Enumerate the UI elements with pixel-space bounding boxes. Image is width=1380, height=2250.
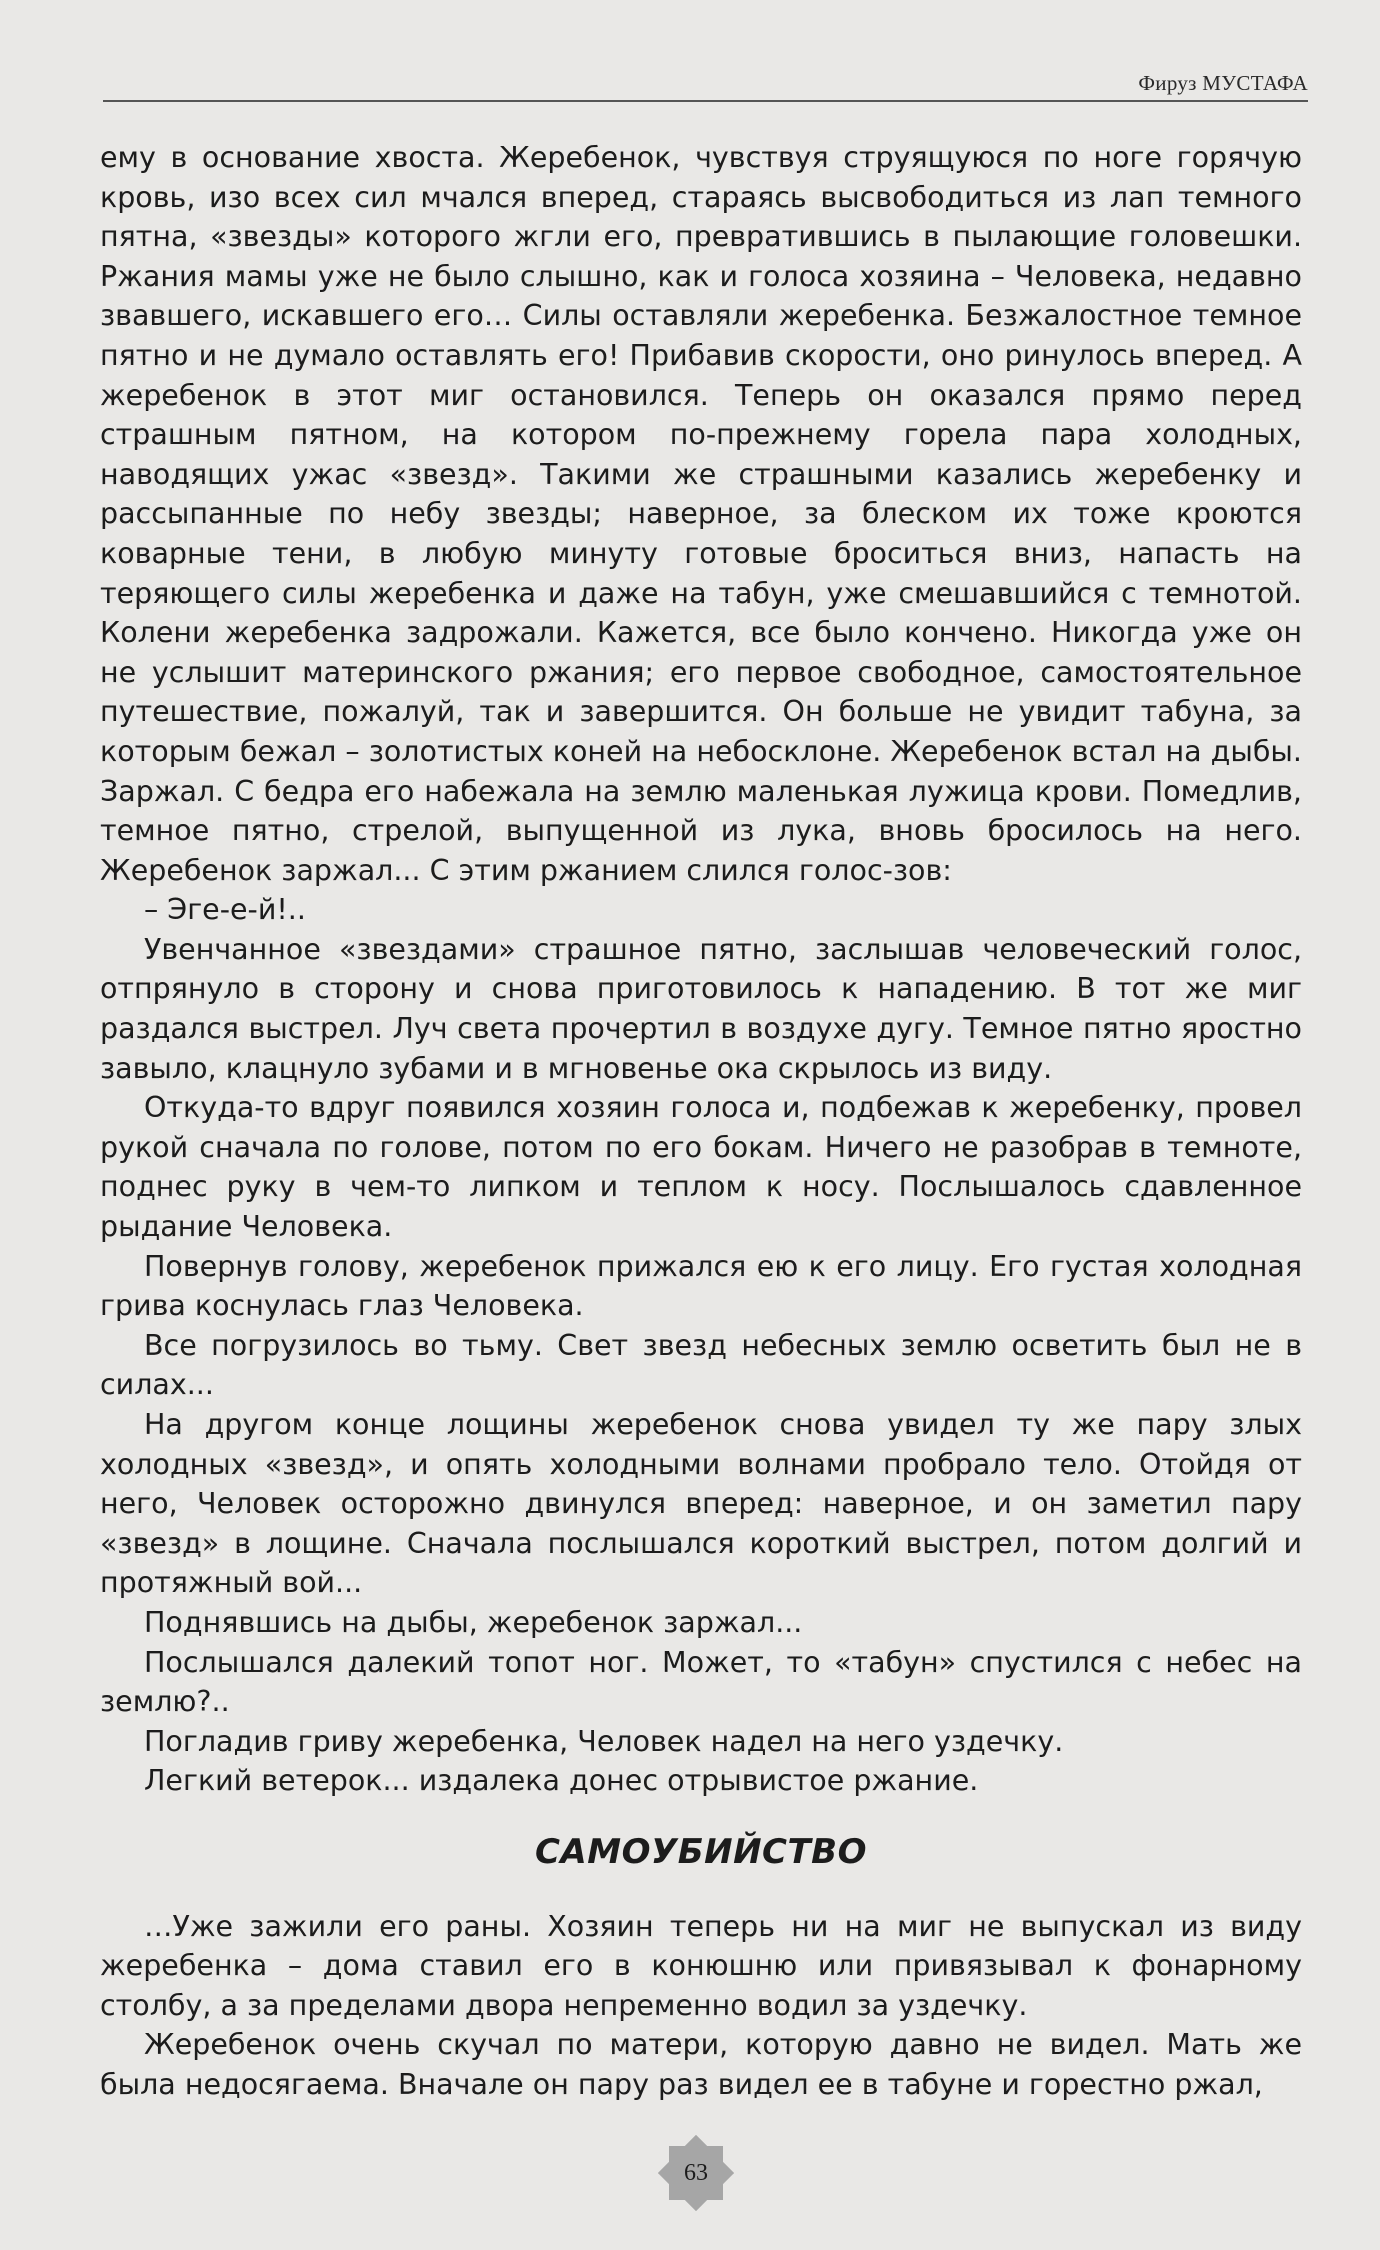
paragraph: Жеребенок очень скучал по матери, которую давно не видел. Мать же была недосягаема. Вначале он пару раз видел ее в табуне и горестно ржал,	[100, 2028, 1302, 2101]
paragraph: Повернув голову, жеребенок прижался ею к его лицу. Его густая холодная грива коснулась глаз Человека.	[100, 1249, 1302, 1323]
paragraph: Послышался далекий топот ног. Может, то «табун» спустился с небес на землю?..	[100, 1645, 1302, 1719]
paragraph: Откуда-то вдруг появился хозяин голоса и, подбежав к жеребенку, провел рукой сначала по голове, потом по его бокам. Ничего не разобрав в темноте, поднес руку в чем-то липком и теплом к носу. Послышалось сдавленное рыдание Человека.	[100, 1091, 1302, 1244]
author-name: Фируз МУСТАФА	[1138, 71, 1308, 95]
paragraph: – Эге-е-й!..	[144, 893, 306, 927]
paragraph: Поднявшись на дыбы, жеребенок заржал...	[144, 1605, 803, 1639]
running-header	[103, 62, 1308, 102]
paragraph: ему в основание хвоста. Жеребенок, чувствуя струящуюся по ноге горячую кровь, изо всех сил мчался вперед, стараясь высвободиться из лап темного пятна, «звезды» которого жгли его, превратившись в пылающие головешки. Ржания мамы уже не было слышно, как и голоса хозяина – Человека, недавно звавшего, искавшего его… Силы оставляли жеребенка. Безжалостное темное пятно и не думало оставлять его! Прибавив скорости, оно ринулось вперед. А жеребенок в этот миг остановился. Теперь он оказался прямо перед страшным пятном, на котором по-прежнему горела пара холодных, наводящих ужас «звезд». Такими же страшными казались жеребенку и рассыпанные по небу звезды; наверное, за блеском их тоже кроются коварные тени, в любую минуту готовые броситься вниз, напасть на теряющего силы жеребенка и даже на табун, уже смешавшийся с темнотой. Колени жеребенка задрожали. Кажется, все было кончено. Никогда уже он не услышит материнского ржания; его первое свободное, самостоятельное путешествие, пожалуй, так и завершится. Он больше не увидит табуна, за которым бежал – золотистых коней на небосклоне. Жеребенок встал на дыбы. Заржал. С бедра его набежала на землю маленькая лужица крови. Помедлив, темное пятно, стрелой, выпущенной из лука, вновь бросилось на него. Жеребенок заржал... С этим ржанием слился голос-зов:	[100, 141, 1302, 887]
paragraph: Увенчанное «звездами» страшное пятно, заслышав человеческий голос, отпрянуло в сторону и снова приготовилось к нападению. В тот же миг раздался выстрел. Луч света прочертил в воздухе дугу. Темное пятно яростно завыло, клацнуло зубами и в мгновенье ока скрылось из виду.	[100, 932, 1302, 1085]
page-number: 63	[684, 2160, 708, 2186]
body-text	[100, 138, 1302, 2105]
paragraph: Легкий ветерок... издалека донес отрывистое ржание.	[144, 1764, 979, 1798]
paragraph: Все погрузилось во тьму. Свет звезд небесных землю осветить был не в силах...	[100, 1328, 1302, 1402]
paragraph: На другом конце лощины жеребенок снова увидел ту же пару злых холодных «звезд», и опять холодными волнами пробрало тело. Отойдя от него, Человек осторожно двинулся вперед: наверное, и он заметил пару «звезд» в лощине. Сначала послышался короткий выстрел, потом долгий и протяжный вой...	[100, 1408, 1302, 1600]
section-title: САМОУБИЙСТВО	[534, 1831, 867, 1872]
paragraph: Погладив гриву жеребенка, Человек надел на него уздечку.	[144, 1724, 1064, 1758]
paragraph: …Уже зажили его раны. Хозяин теперь ни на миг не выпускал из виду жеребенка – дома ставил его в конюшню или привязывал к фонарному столбу, а за пределами двора непременно водил за уздечку.	[100, 1909, 1302, 2022]
page-number-badge	[658, 2135, 734, 2211]
